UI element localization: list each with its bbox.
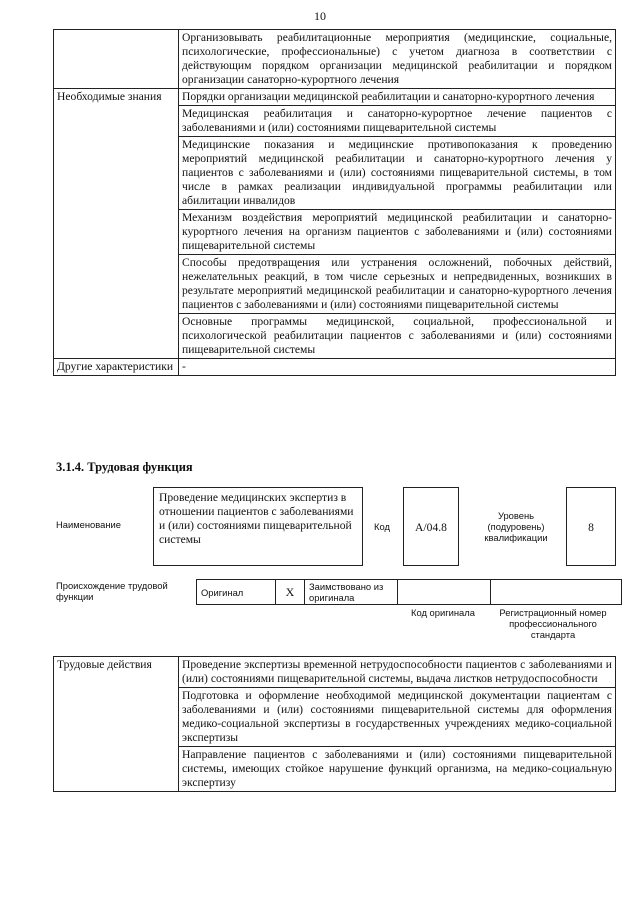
table-cell: Основные программы медицинской, социальной, профессиональной и психологической реабилитации пациентов с заболеваниями и (или) состояниями пищеварительной системы — [179, 314, 616, 359]
section-heading: 3.1.4. Трудовая функция — [56, 460, 193, 474]
reg-number-label: Регистрационный номер профессионального стандарта — [499, 607, 607, 640]
level-value-box: 8 — [566, 487, 616, 566]
origin-table — [196, 579, 622, 605]
knowledge-label: Необходимые знания — [54, 89, 179, 359]
table-cell: Механизм воздействия мероприятий медицинской реабилитации и санаторно-курортного лечения на организм пациентов с заболеваниями и (или) состояниями пищеварительной системы — [179, 210, 616, 255]
actions-table — [53, 656, 616, 792]
table-cell: Порядки организации медицинской реабилитации и санаторно-курортного лечения — [179, 89, 616, 106]
original-code-label: Код оригинала — [411, 607, 475, 618]
other-characteristics-value: - — [179, 359, 616, 376]
table-cell: Способы предотвращения или устранения осложнений, побочных действий, нежелательных реакций, в том числе серьезных и непредвиденных, возникших в результате мероприятий медицинской реабилитации и санаторно-курортного лечения пациентов с заболеваниями и (или) состояниями пищеварительной системы — [179, 255, 616, 314]
code-label: Код — [374, 521, 390, 532]
name-label: Наименование — [56, 519, 121, 530]
table-cell: Организовывать реабилитационные мероприятия (медицинские, социальные, психологические, профессиональные) с учетом диагноза в соответствии с действующим порядком организации медицинской реабилитации и порядком организации санаторно-курортного лечения — [179, 30, 616, 89]
table-cell: Подготовка и оформление необходимой медицинской документации пациентам с заболеваниями и (или) состояниями пищеварительной системы для оформления медико-социальной экспертизы в государственных учреждениях медико-социальной экспертизы — [179, 688, 616, 747]
knowledge-table — [53, 29, 616, 376]
table-cell: Проведение экспертизы временной нетрудоспособности пациентов с заболеваниями и (или) состояниями пищеварительной системы, выдача листков нетрудоспособности — [179, 657, 616, 688]
table-cell: Медицинские показания и медицинские противопоказания к проведению мероприятий медицинской реабилитации и санаторно-курортного лечения у пациентов с заболеваниями и (или) состояниями пищеварительной системы, в том числе в рамках реализации индивидуальной программы реабилитации или абилитации инвалидов — [179, 137, 616, 210]
function-name-box: Проведение медицинских экспертиз в отношении пациентов с заболеваниями и (или) состояниями пищеварительной системы — [153, 487, 363, 566]
original-code-cell — [398, 580, 491, 605]
level-label: Уровень (подуровень) квалификации — [484, 510, 548, 543]
table-row — [197, 580, 622, 605]
reg-number-cell — [491, 580, 622, 605]
page-number: 10 — [314, 9, 326, 23]
table-row — [54, 30, 616, 89]
original-mark: X — [276, 580, 305, 605]
code-value-box: А/04.8 — [403, 487, 459, 566]
other-characteristics-label: Другие характеристики — [54, 359, 179, 376]
table-row — [54, 359, 616, 376]
borrowed-label: Заимствовано из оригинала — [305, 580, 398, 605]
origin-label: Происхождение трудовой функции — [56, 580, 168, 602]
table-cell: Медицинская реабилитация и санаторно-курортное лечение пациентов с заболеваниями и (или) состояниями пищеварительной системы — [179, 106, 616, 137]
table-cell: Направление пациентов с заболеваниями и (или) состояниями пищеварительной системы, имеющих стойкое нарушение функций организма, на медико-социальную экспертизу — [179, 747, 616, 792]
table-row — [54, 89, 616, 106]
actions-label: Трудовые действия — [54, 657, 179, 792]
original-label: Оригинал — [197, 580, 276, 605]
empty-label-cell — [54, 30, 179, 89]
table-row — [54, 657, 616, 688]
